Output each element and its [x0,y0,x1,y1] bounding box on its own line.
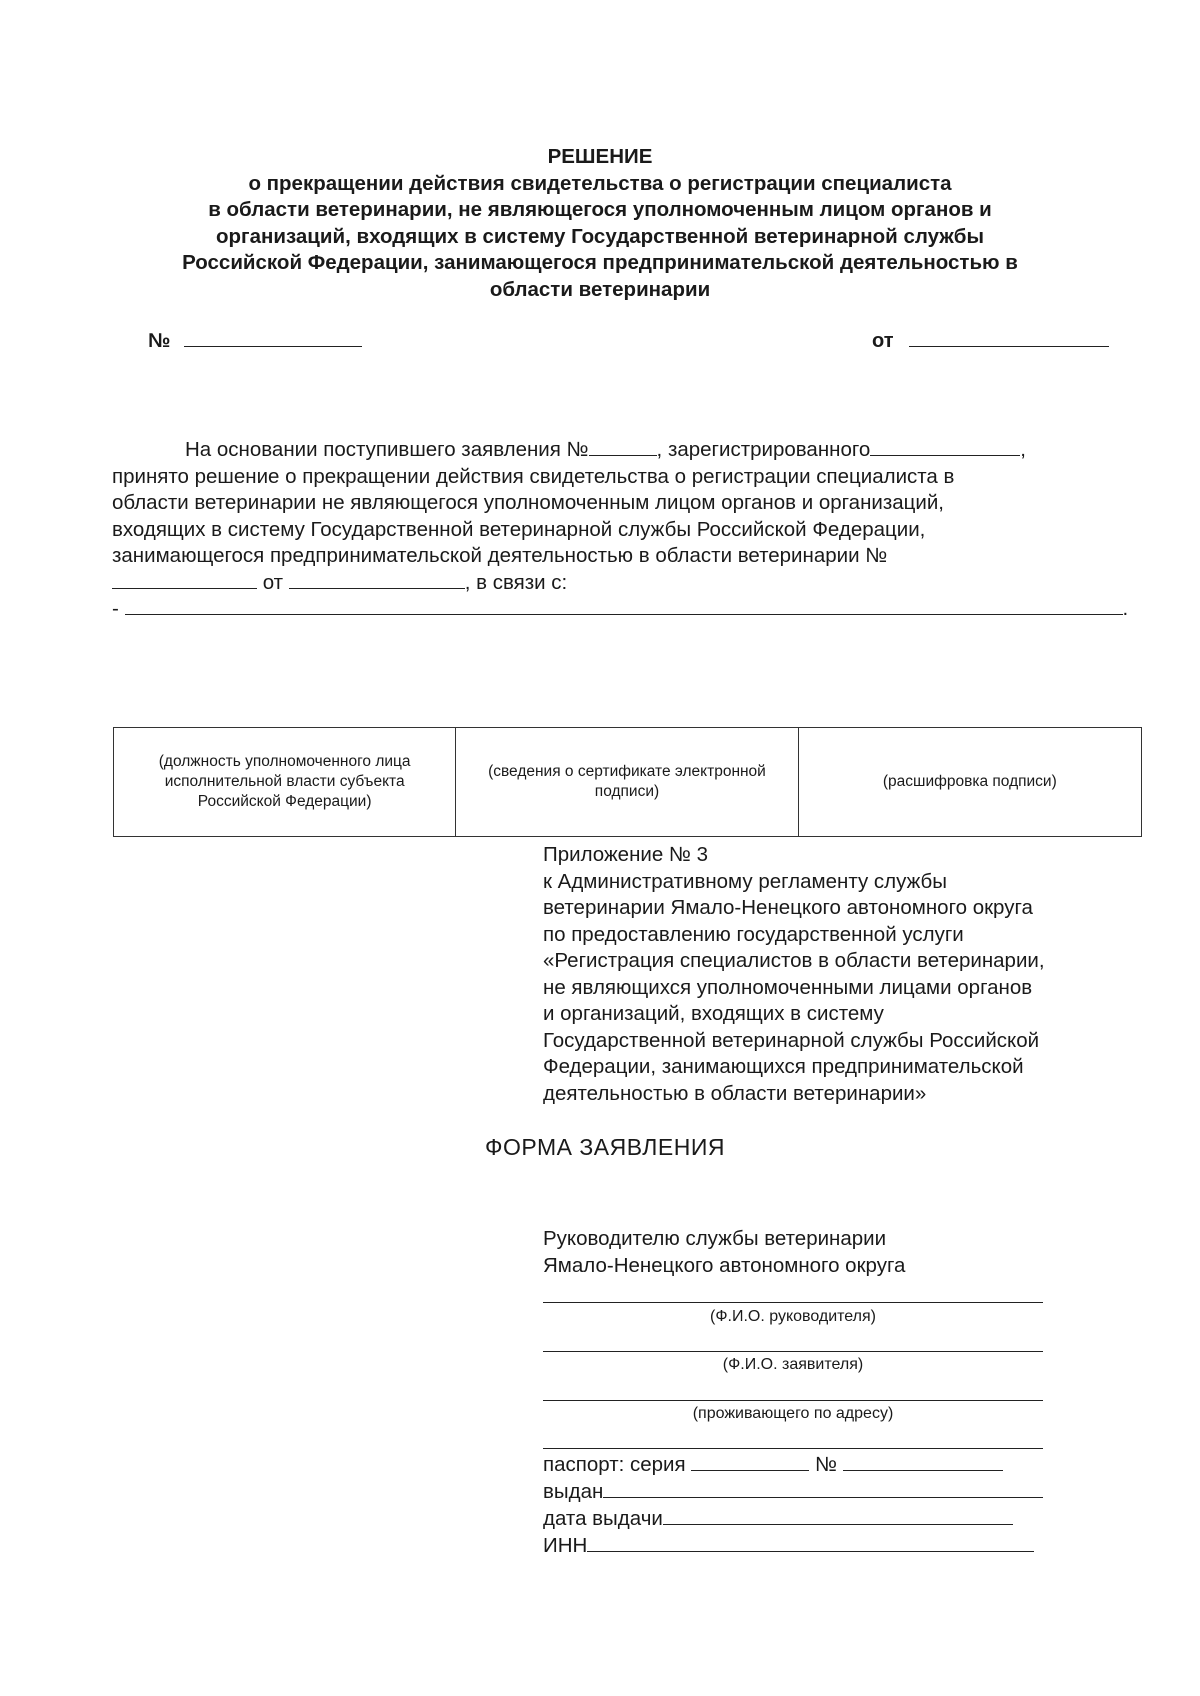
body-text: , зарегистрированного [656,438,871,461]
head-name-caption: (Ф.И.О. руководителя) [710,1308,876,1325]
issue-date-label: дата выдачи [543,1507,663,1530]
appendix-line: Государственной ветеринарной службы Российской [543,1028,1040,1052]
body-text: входящих в систему Государственной ветеринарной службы Российской Федерации, [112,517,926,541]
subtitle-line: области ветеринарии [489,277,711,301]
appendix-line: Приложение № 3 [543,843,709,866]
application-number-field[interactable] [589,455,657,456]
date-label: от [872,330,894,352]
recipient-block [543,1226,905,1279]
inn-row [543,1533,1034,1560]
inn-field[interactable] [587,1551,1034,1552]
decision-date-field[interactable] [909,346,1109,347]
issued-by-field[interactable] [603,1497,1043,1498]
decision-number-row [148,330,362,353]
body-text: области ветеринарии не являющегося уполномоченным лицом органов и организаций, [112,491,944,514]
applicant-name-caption: (Ф.И.О. заявителя) [722,1356,864,1373]
body-text: , [1020,438,1026,461]
body-text: принято решение о прекращении действия свидетельства о регистрации специалиста в [112,464,955,488]
applicant-name-field[interactable] [543,1351,1043,1352]
decision-number-field[interactable] [184,346,362,347]
decision-body [112,437,1152,623]
body-text: На основании поступившего заявления № [185,438,589,461]
address-field[interactable] [543,1400,1043,1401]
registered-date-field[interactable] [870,455,1020,456]
signature-transcript-cell[interactable]: (расшифровка подписи) [798,728,1141,837]
appendix-line: ветеринарии Ямало-Ненецкого автономного округа [543,896,1033,919]
body-text: . [1122,597,1129,620]
body-text: от [262,570,284,594]
passport-number-field[interactable] [843,1470,1003,1471]
document-title: РЕШЕНИЕ [547,145,653,168]
address-field-2[interactable] [543,1448,1043,1449]
appendix-line: к Административному регламенту службы [543,869,948,893]
subtitle-line: организаций, входящих в систему Государственной ветеринарной службы [216,224,984,248]
issued-label: выдан [543,1480,604,1503]
passport-number-label: № [815,1453,837,1476]
recipient-line: Руководителю службы ветеринарии [543,1227,887,1250]
body-text: занимающегося предпринимательской деятельностью в области ветеринарии № [112,544,888,567]
address-caption: (проживающего по адресу) [692,1405,894,1422]
passport-series-field[interactable] [691,1470,809,1471]
body-text: - [112,597,119,620]
certificate-date-field[interactable] [289,588,465,589]
decision-heading [100,144,1100,303]
appendix-line: по предоставлению государственной услуги [543,922,964,946]
e-signature-certificate-cell[interactable]: (сведения о сертификате электронной подписи) [456,728,798,837]
passport-series-label: паспорт: серия [543,1453,686,1476]
signature-table [113,727,1142,837]
issued-row [543,1479,1043,1506]
appendix-line: «Регистрация специалистов в области ветеринарии, [543,949,1045,972]
issue-date-row [543,1506,1013,1533]
body-text: , в связи с: [464,570,568,594]
decision-date-row [872,330,1109,353]
form-title: ФОРМА ЗАЯВЛЕНИЯ [485,1134,725,1160]
appendix-line: Федерации, занимающихся предпринимательской [543,1055,1024,1078]
passport-row [543,1452,1003,1479]
subtitle-line: о прекращении действия свидетельства о регистрации специалиста [248,171,952,195]
reason-field[interactable] [125,614,1123,615]
appendix-note [543,842,1163,1107]
issue-date-field[interactable] [663,1524,1013,1525]
official-position-cell[interactable]: (должность уполномоченного лица исполнительной власти субъекта Российской Федерации) [114,728,456,837]
inn-label: ИНН [543,1534,588,1557]
appendix-line: деятельностью в области ветеринарии» [543,1081,927,1105]
head-name-field[interactable] [543,1302,1043,1303]
certificate-number-field[interactable] [112,588,257,589]
subtitle-line: Российской Федерации, занимающегося предпринимательской деятельностью в [182,251,1018,274]
subtitle-line: в области ветеринарии, не являющегося уполномоченным лицом органов и [208,198,992,221]
number-label: № [148,330,171,352]
recipient-line: Ямало-Ненецкого автономного округа [543,1253,906,1277]
appendix-line: и организаций, входящих в систему [543,1002,884,1025]
appendix-line: не являющихся уполномоченными лицами органов [543,975,1033,999]
